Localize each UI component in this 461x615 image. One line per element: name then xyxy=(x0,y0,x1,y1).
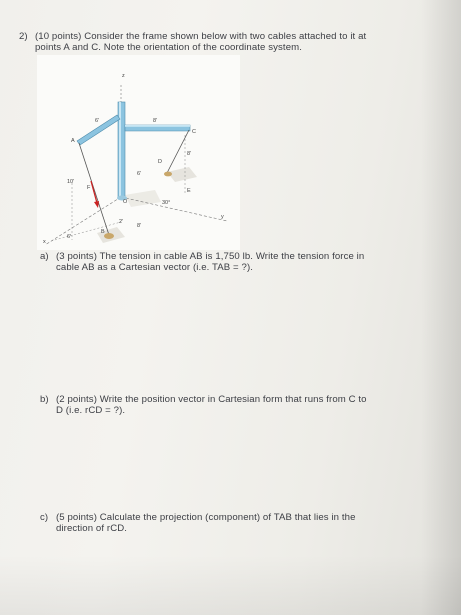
support-d xyxy=(164,172,172,177)
part-a-line1: (3 points) The tension in cable AB is 1,750 lb. Write the tension force in xyxy=(56,251,365,262)
y-axis xyxy=(121,197,227,221)
label-z: z xyxy=(122,73,125,79)
label-e: E xyxy=(187,188,191,194)
arm-c-highlight xyxy=(125,125,190,127)
problem-intro-line2: points A and C. Note the orientation of the coordinate system. xyxy=(35,42,302,53)
label-10: 10' xyxy=(67,179,75,185)
label-6-mid: 6' xyxy=(137,171,142,177)
post-highlight xyxy=(119,102,121,197)
part-b-line1: (2 points) Write the position vector in Cartesian form that runs from C to xyxy=(56,394,367,405)
label-8-bottom: 8' xyxy=(137,223,142,229)
label-2: 2' xyxy=(119,219,124,225)
part-a xyxy=(40,251,435,273)
part-c-label: c) xyxy=(40,512,49,523)
label-o: O xyxy=(123,199,128,205)
label-x: x xyxy=(43,239,46,245)
label-f: F xyxy=(87,185,91,191)
problem-statement xyxy=(19,31,439,53)
label-6-top: 6' xyxy=(95,118,100,124)
part-c-line2: direction of rCD. xyxy=(56,523,128,534)
part-b xyxy=(40,394,435,416)
label-b: B xyxy=(101,229,105,235)
cable-ab xyxy=(79,143,109,235)
part-b-line2: D (i.e. rCD = ?). xyxy=(56,405,126,416)
part-a-label: a) xyxy=(40,251,49,262)
part-b-label: b) xyxy=(40,394,49,405)
label-a: A xyxy=(71,138,75,144)
frame-diagram xyxy=(37,55,240,261)
label-30-degrees: 30° xyxy=(162,200,171,206)
part-c-line1: (5 points) Calculate the projection (component) of TAB that lies in the xyxy=(56,512,356,523)
label-y: y xyxy=(221,214,224,220)
ground-patch-o xyxy=(125,190,161,207)
problem-intro-line1: (10 points) Consider the frame shown below with two cables attached to it at xyxy=(35,31,367,42)
frame-figure xyxy=(37,55,240,261)
support-b xyxy=(104,233,114,239)
label-8-top: 8' xyxy=(153,118,158,124)
part-a-line2: cable AB as a Cartesian vector (i.e. TAB = ?). xyxy=(56,262,254,273)
force-arrowhead xyxy=(94,201,99,208)
force-arrow xyxy=(91,181,97,203)
label-8-right: 8' xyxy=(187,151,192,157)
page-shadow-bottom xyxy=(0,555,461,615)
cable-cd xyxy=(167,130,192,173)
label-6-bottom: 6' xyxy=(67,234,72,240)
problem-number: 2) xyxy=(19,31,28,42)
label-d: D xyxy=(158,159,162,165)
label-c: C xyxy=(192,129,196,135)
part-c xyxy=(40,512,435,534)
